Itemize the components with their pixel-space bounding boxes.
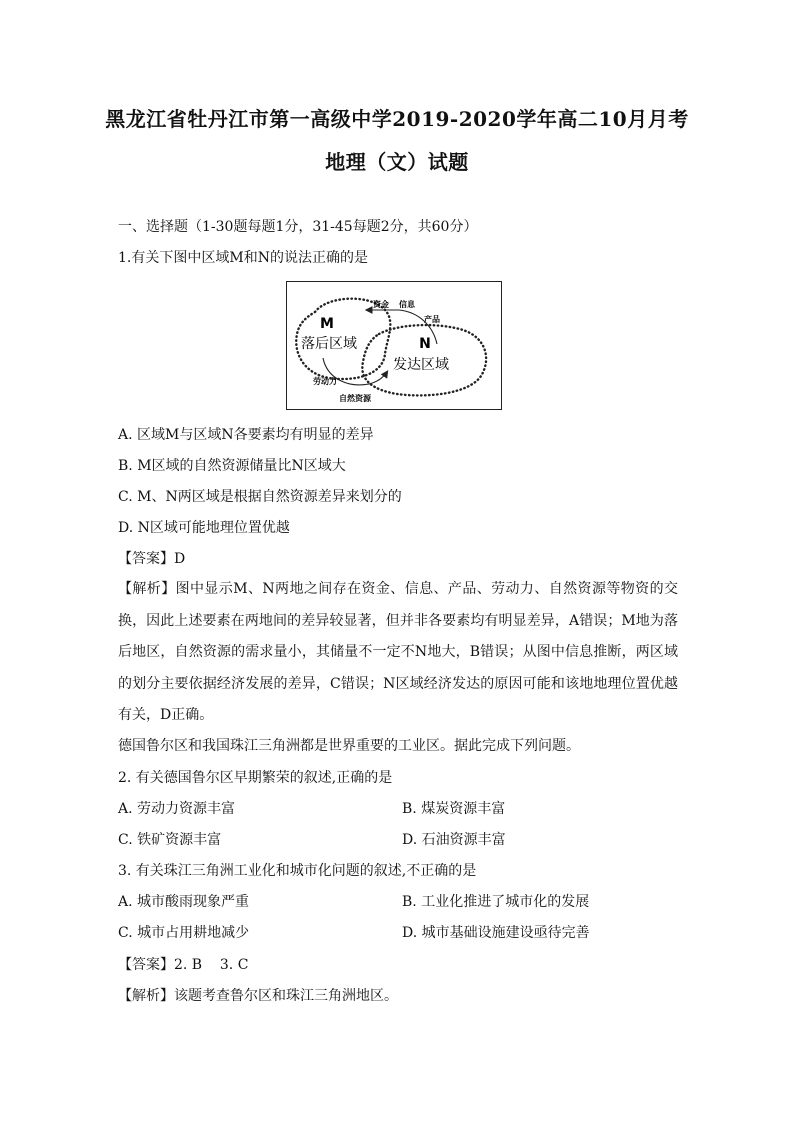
q2-stem: 2. 有关德国鲁尔区早期繁荣的叙述,正确的是 bbox=[118, 770, 393, 786]
q2-option-c: C. 铁矿资源丰富 bbox=[118, 832, 222, 848]
q3-option-d: D. 城市基础设施建设亟待完善 bbox=[402, 925, 590, 941]
q3-option-c: C. 城市占用耕地减少 bbox=[118, 925, 250, 941]
region-diagram-svg bbox=[287, 282, 500, 408]
label-resources: 自然资源 bbox=[339, 394, 371, 403]
region-n-name: 发达区域 bbox=[393, 357, 449, 373]
q1-option-a: A. 区域M与区域N各要素均有明显的差异 bbox=[118, 427, 374, 443]
q1-option-b: B. M区域的自然资源储量比N区域大 bbox=[118, 458, 346, 474]
section-header: 一、选择题（1-30题每题1分，31-45每题2分，共60分） bbox=[118, 219, 478, 235]
region-m-name: 落后区域 bbox=[301, 336, 357, 352]
q2-option-d: D. 石油资源丰富 bbox=[402, 832, 506, 848]
q2-option-a: A. 劳动力资源丰富 bbox=[118, 801, 236, 817]
q3-option-b: B. 工业化推进了城市化的发展 bbox=[402, 894, 590, 910]
q3-stem: 3. 有关珠江三角洲工业化和城市化问题的叙述,不正确的是 bbox=[118, 863, 477, 879]
q2-q3-analysis: 【解析】该题考查鲁尔区和珠江三角洲地区。 bbox=[118, 988, 398, 1004]
region-diagram bbox=[286, 281, 502, 410]
q1-analysis: 【解析】图中显示M、N两地之间存在资金、信息、产品、劳动力、自然资源等物资的交换，因此上述要素在两地间的差异较显著，但并非各要素均有明显差异，A错误；M地为落后地区，自然资源的需求量小，其储量不一定不N地大，B错误；从图中信息推断，两区域的划分主要依据经济发展的差异，C错误；N区域经济发达的原因可能和该地地理位置优越有关，D正确。 bbox=[118, 581, 678, 723]
q3-option-a: A. 城市酸雨现象严重 bbox=[118, 894, 250, 910]
label-labor: 劳动力 bbox=[313, 377, 337, 386]
doc-title-line1: 黑龙江省牡丹江市第一高级中学2019-2020学年高二10月月考 bbox=[105, 107, 689, 131]
q1-stem: 1.有关下图中区域M和N的说法正确的是 bbox=[118, 250, 368, 266]
label-info: 信息 bbox=[399, 300, 415, 309]
group-intro: 德国鲁尔区和我国珠江三角洲都是世界重要的工业区。据此完成下列问题。 bbox=[118, 738, 580, 754]
doc-title-line2: 地理（文）试题 bbox=[325, 150, 469, 174]
q1-option-c: C. M、N两区域是根据自然资源差异来划分的 bbox=[118, 489, 402, 505]
region-n-letter: N bbox=[419, 336, 431, 352]
label-products: 产品 bbox=[424, 315, 440, 324]
label-funds: 资金 bbox=[373, 300, 389, 309]
region-m-letter: M bbox=[320, 316, 334, 332]
q1-option-d: D. N区域可能地理位置优越 bbox=[118, 520, 290, 536]
q1-answer: 【答案】D bbox=[118, 551, 186, 567]
q2-q3-answer: 【答案】2. B 3. C bbox=[118, 957, 249, 973]
q2-option-b: B. 煤炭资源丰富 bbox=[402, 801, 506, 817]
